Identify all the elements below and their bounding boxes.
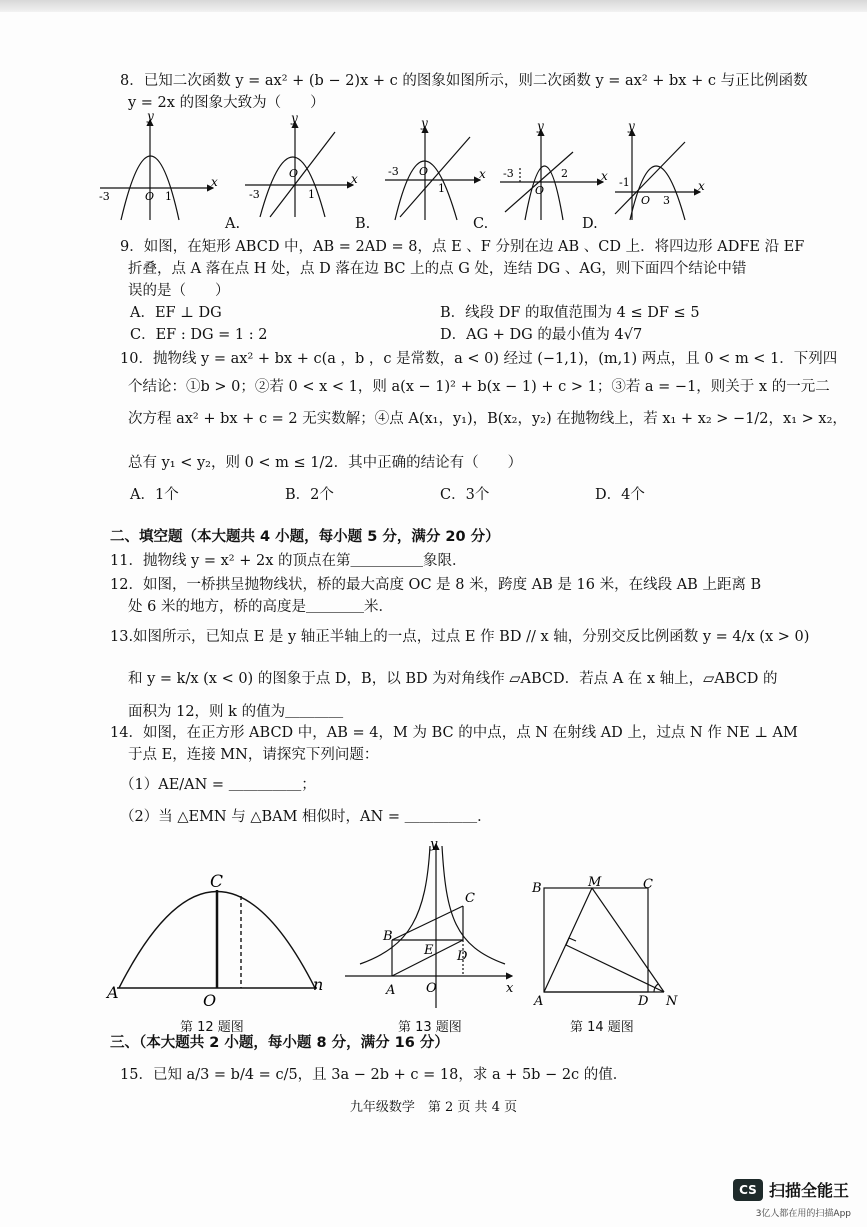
axis-y: y [147, 112, 154, 123]
q9-line2: 折叠，点 A 落在点 H 处，点 D 落在边 BC 上的点 G 处，连结 DG 、AG，则下面四个结论中错 [128, 261, 747, 277]
q9-option-c: C．EF : DG = 1 : 2 [130, 327, 268, 343]
q8-option-d-graph [615, 130, 700, 220]
q8-option-b: B. [355, 216, 371, 232]
svg-text:-1: -1 [619, 176, 630, 189]
q13-line2: 和 y = k/x (x < 0) 的图象于点 D，B，以 BD 为对角线作 ▱ABCD．若点 A 在 x 轴上，▱ABCD 的 [128, 671, 778, 687]
camscanner-logo: CS [733, 1179, 763, 1201]
q9-option-b: B．线段 DF 的取值范围为 4 ≤ DF ≤ 5 [440, 305, 700, 321]
fig14-label-b: B [532, 881, 542, 896]
section-3-title: 三、（本大题共 2 小题，每小题 8 分，满分 16 分） [110, 1035, 449, 1051]
q9-option-a: A．EF ⊥ DG [130, 305, 222, 321]
svg-text:1: 1 [438, 182, 445, 195]
fig12-bridge-diagram [105, 860, 335, 1010]
svg-text:x: x [601, 169, 608, 183]
fig13-hyperbola-diagram [340, 836, 520, 1011]
q9-line3: 误的是（ ） [128, 283, 230, 299]
fig13-label-e: E [424, 943, 434, 958]
svg-text:1: 1 [165, 190, 172, 203]
svg-text:-3: -3 [99, 190, 110, 203]
fig13-label-x: x [506, 981, 514, 996]
axis-x: x [211, 175, 218, 189]
q9-line1: 9．如图，在矩形 ABCD 中，AB = 2AD = 8，点 E 、F 分别在边 AB 、CD 上．将四边形 ADFE 沿 EF [120, 239, 805, 255]
fig14-label-m: M [588, 875, 602, 890]
q9-option-d: D．AG + DG 的最小值为 4√7 [440, 327, 643, 343]
svg-text:y: y [537, 119, 544, 133]
q14-line1: 14．如图，在正方形 ABCD 中，AB = 4，M 为 BC 的中点，点 N 在射线 AD 上，过点 N 作 NE ⊥ AM [110, 725, 798, 741]
q11: 11．抛物线 y = x² + 2x 的顶点在第＿＿＿＿＿象限． [110, 553, 467, 569]
fig14-label-c: C [643, 877, 653, 892]
svg-text:3: 3 [663, 194, 670, 207]
q8-given-graph [100, 120, 213, 220]
page-footer: 九年级数学 第 2 页 共 4 页 [349, 1100, 518, 1115]
svg-text:O: O [419, 165, 429, 178]
svg-text:y: y [291, 112, 298, 125]
svg-text:O: O [145, 190, 155, 203]
q14-part2: （2）当 △EMN 与 △BAM 相似时，AN = ＿＿＿＿＿． [120, 809, 492, 825]
svg-text:O: O [535, 184, 545, 197]
svg-text:x: x [351, 172, 358, 186]
fig13-label-y: y [430, 837, 438, 852]
q8-graphs [95, 112, 715, 232]
fig13-caption: 第 13 题图 [398, 1020, 462, 1035]
q8-option-a-graph [245, 122, 353, 217]
q12-line2: 处 6 米的地方，桥的高度是＿＿＿＿米． [128, 599, 393, 615]
fig13-label-d: D [457, 949, 468, 964]
fig14-caption: 第 14 题图 [570, 1020, 634, 1035]
svg-text:2: 2 [561, 167, 568, 180]
q8-line1: 8．已知二次函数 y = ax² + (b − 2)x + c 的图象如图所示，则二次函数 y = ax² + bx + c 与正比例函数 [120, 73, 808, 89]
q8-option-c: C. [473, 216, 489, 232]
svg-text:x: x [698, 179, 705, 193]
fig13-label-o: O [426, 981, 437, 996]
svg-text:-3: -3 [249, 188, 260, 201]
q10-option-a: A．1个 [130, 487, 179, 503]
scan-edge [0, 0, 867, 12]
fig14-square-diagram [528, 870, 688, 1015]
q10-line4: 总有 y₁ < y₂，则 0 < m ≤ 1/2．其中正确的结论有（ ） [128, 455, 523, 471]
fig13-label-c: C [465, 891, 475, 906]
q12-line1: 12．如图，一桥拱呈抛物线状，桥的最大高度 OC 是 8 米，跨度 AB 是 16 米，在线段 AB 上距离 B [110, 577, 762, 593]
svg-text:y: y [628, 119, 635, 133]
q10-line3: 次方程 ax² + bx + c = 2 无实数解；④点 A(x₁，y₁)，B(x₂，y₂) 在抛物线上，若 x₁ + x₂ > −1/2，x₁ > x₂， [128, 411, 847, 427]
q10-option-d: D．4个 [595, 487, 645, 503]
fig12-caption: 第 12 题图 [180, 1020, 244, 1035]
q10-option-c: C．3个 [440, 487, 490, 503]
q8-option-c-graph [500, 130, 603, 220]
svg-text:O: O [289, 167, 299, 180]
section-2-title: 二、填空题（本大题共 4 小题，每小题 5 分，满分 20 分） [110, 529, 500, 545]
svg-text:-3: -3 [388, 165, 399, 178]
fig14-label-a: A [534, 994, 544, 1009]
watermark-name: 扫描全能王 [768, 1181, 849, 1200]
fig14-label-n: N [666, 994, 678, 1009]
fig12-label-a: A [107, 983, 119, 1002]
fig13-label-a: A [386, 983, 396, 998]
svg-text:x: x [479, 167, 486, 181]
q10-option-b: B．2个 [285, 487, 334, 503]
q10-line2: 个结论：①b > 0；②若 0 < x < 1，则 a(x − 1)² + b(x − 1) + c > 1；③若 a = −1，则关于 x 的一元二 [128, 379, 830, 395]
watermark [733, 1178, 849, 1201]
q10-line1: 10．抛物线 y = ax² + bx + c(a ，b ，c 是常数，a < 0) 经过 (−1,1)，(m,1) 两点，且 0 < m < 1．下列四 [120, 351, 838, 367]
svg-text:-3: -3 [503, 167, 514, 180]
q8-option-b-graph [385, 127, 480, 220]
q14-part1: （1）AE/AN = ＿＿＿＿＿； [120, 777, 316, 793]
svg-text:y: y [421, 116, 428, 130]
q13-line1: 13.如图所示，已知点 E 是 y 轴正半轴上的一点，过点 E 作 BD // x 轴，分别交反比例函数 y = 4/x (x > 0) [110, 629, 810, 645]
svg-text:1: 1 [308, 188, 315, 201]
fig12-label-n: n [313, 975, 324, 994]
q14-line2: 于点 E，连接 MN，请探究下列问题： [128, 747, 379, 763]
svg-text:O: O [641, 194, 651, 207]
q13-line3: 面积为 12，则 k 的值为＿＿＿＿ [128, 704, 344, 720]
q15: 15．已知 a/3 = b/4 = c/5，且 3a − 2b + c = 18，求 a + 5b − 2c 的值． [120, 1067, 628, 1083]
watermark-subtitle: 3亿人都在用的扫描App [755, 1209, 851, 1219]
q8-option-a: A. [225, 216, 241, 232]
fig14-label-d: D [638, 994, 649, 1009]
q8-line2: y = 2x 的图象大致为（ ） [128, 95, 325, 111]
fig12-label-o: O [203, 991, 217, 1010]
fig12-label-c: C [210, 872, 224, 892]
fig13-label-b: B [383, 929, 393, 944]
q8-option-d: D. [582, 216, 598, 232]
